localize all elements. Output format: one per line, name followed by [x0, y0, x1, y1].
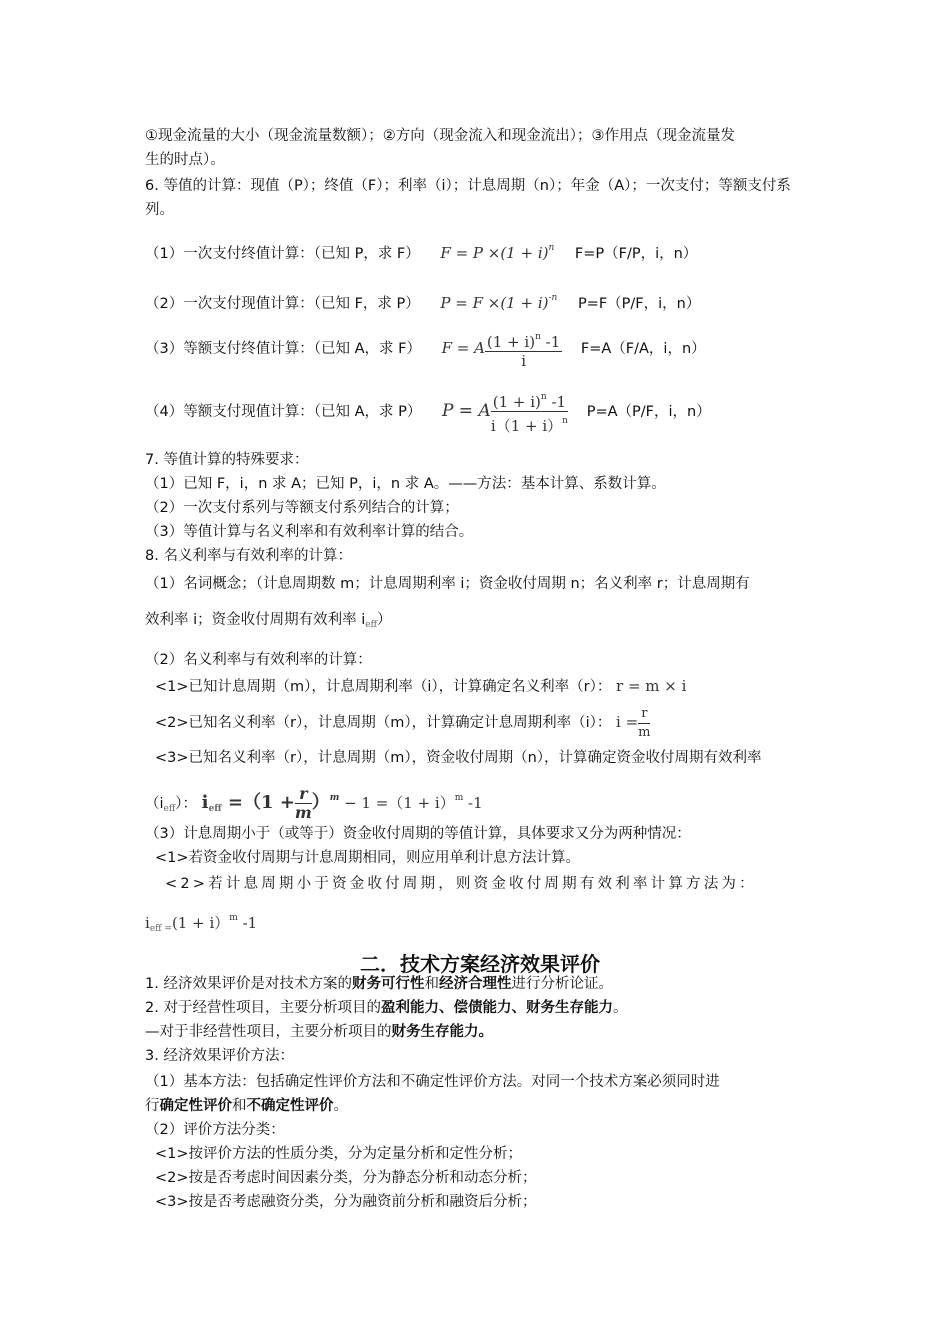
formula-expression: F = A $\frac{(1 + i)^n -1}{i}$	[442, 339, 563, 357]
text-line: （2）一次支付系列与等额支付系列结合的计算；	[145, 500, 459, 516]
text-line: （3）计息周期小于（或等于）资金收付周期的等值计算，具体要求又分为两种情况：	[145, 826, 691, 842]
text-line: <1>按评价方法的性质分类，分为定量分析和定性分析；	[155, 1146, 523, 1162]
text-line: （2）评价方法分类：	[145, 1122, 285, 1138]
formula-line-1	[145, 238, 697, 264]
text-line: 3. 经济效果评价方法：	[145, 1048, 294, 1064]
formula-expression: $F = P \times(1 + i)^n$	[440, 243, 555, 262]
formula-label: （4）等额支付现值计算：（已知 A，求 P）	[145, 404, 422, 420]
text-line: <2>按是否考虑时间因素分类，分为静态分析和动态分析；	[155, 1170, 537, 1186]
text-line: （1）已知 F，i，n 求 A；已知 P，i，n 求 A。——方法：基本计算、系数计算。	[145, 476, 666, 492]
formula-line-4	[145, 388, 711, 435]
text-line: 效利率 i；资金收付周期有效利率 $i_{eff}$）	[145, 612, 392, 630]
formula-line-ieff: $(i_{eff})$： $i_{eff} =(1$ + $\frac{r}{m}$ ）$^m - 1 =(1 + i)^m$ -1	[145, 783, 483, 822]
text-line: 行确定性评价和不确定性评价。	[145, 1098, 348, 1114]
formula-label: （3）等额支付终值计算：（已知 A，求 F）	[145, 341, 421, 357]
text-line: （3）等值计算与名义利率和有效利率计算的结合。	[145, 524, 474, 540]
text-line: （2）名义利率与有效利率的计算：	[145, 652, 372, 668]
text-line: <1>已知计息周期（m），计息周期利率（i），计算确定名义利率（r）： r = m × i	[155, 677, 687, 695]
text-line: 6. 等值的计算：现值（P）；终值（F）；利率（i）；计息周期（n）；年金（A）；一次支付；等额支付系	[145, 178, 791, 194]
formula-note: P=F（P/F，i，n）	[577, 296, 701, 312]
text-line: （1）基本方法：包括确定性评价方法和不确定性评价方法。对同一个技术方案必须同时进	[145, 1074, 720, 1090]
text-line: <2>已知名义利率（r），计息周期（m），计算确定计息周期利率（i）： i = $\frac{r}{m}$	[155, 705, 651, 740]
formula-expression: P = A $\frac{(1 + i)^n -1}{i(1 + i)^n}$	[442, 401, 568, 421]
formula-line-last	[145, 908, 257, 939]
formula-line-2	[145, 288, 700, 314]
formula-note: F=A（F/A，i，n）	[580, 341, 706, 357]
text-line: （1）名词概念；（计息周期数 m；计息周期利率 i；资金收付周期 n；名义利率 r；计息周期有	[145, 576, 750, 592]
formula-label: （1）一次支付终值计算：（已知 P，求 F）	[145, 246, 420, 262]
formula-expression: $i_{eff =}(1 + i)^m$ -1	[145, 913, 258, 934]
formula-note: F=P（F/P，i，n）	[574, 246, 698, 262]
formula-expression: i = $\frac{r}{m}$	[616, 705, 651, 740]
text-line: <2>若计息周期小于资金收付周期，则资金收付周期有效利率计算方法为：	[165, 876, 757, 892]
text-line: ①现金流量的大小（现金流量数额）；②方向（现金流入和现金流出）；③作用点（现金流量发	[145, 128, 735, 144]
text-line: <1>若资金收付周期与计息周期相同，则应用单利计息方法计算。	[155, 850, 581, 866]
text-line: —对于非经营性项目，主要分析项目的财务生存能力。	[145, 1024, 493, 1040]
formula-note: P=A（P/F，i，n）	[586, 404, 711, 420]
formula-expression: $P = F \times(1 + i)^{-n}$	[440, 293, 558, 312]
text-line: 2. 对于经营性项目，主要分析项目的盈利能力、偿债能力、财务生存能力。	[145, 1000, 628, 1016]
text-line: 列。	[145, 202, 174, 218]
text-line: 1. 经济效果评价是对技术方案的财务可行性和经济合理性进行分析论证。	[145, 976, 613, 992]
text-line: 生的时点）。	[145, 152, 225, 168]
text-line: <3>已知名义利率（r），计息周期（m），资金收付周期（n），计算确定资金收付周期有效利率	[155, 750, 762, 766]
section-heading: 7. 等值计算的特殊要求：	[145, 452, 309, 468]
section-heading: 8. 名义利率与有效利率的计算：	[145, 548, 352, 564]
formula-line-3	[145, 328, 706, 370]
formula-label: （2）一次支付现值计算：（已知 F，求 P）	[145, 296, 420, 312]
formula-expression: r = m × i	[616, 677, 687, 695]
chapter-heading: 二．技术方案经济效果评价	[360, 952, 600, 976]
text-line: <3>按是否考虑融资分类，分为融资前分析和融资后分析；	[155, 1194, 537, 1210]
formula-expression: $i_{eff} =(1$ + $\frac{r}{m}$ ）$^m - 1 =(1 + i)^m$ -1	[201, 783, 483, 822]
